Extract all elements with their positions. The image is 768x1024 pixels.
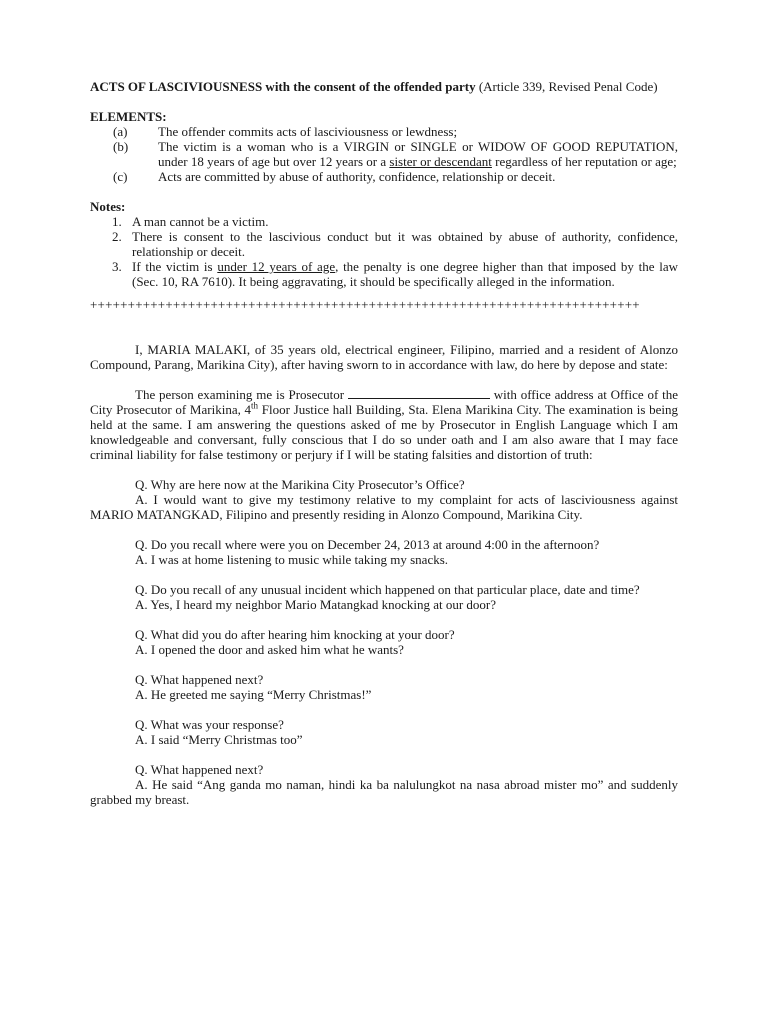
note-text [132, 259, 678, 289]
element-item [90, 124, 678, 139]
note-number: 1. [112, 214, 122, 229]
qa-block [90, 477, 678, 522]
qa-block [90, 672, 678, 702]
element-text-part: The victim is a woman who is a VIRGIN or SINGLE or WIDOW OF GOOD REPUTATION, under 18 years of age but over 12 years or a [158, 139, 678, 169]
element-text: Acts are committed by abuse of authority, confidence, relationship or deceit. [158, 169, 556, 184]
note-text-part: , the penalty is one degree higher than that imposed by the law (Sec. 10, RA 7610). It being aggravating, it should be specifically alleged in the information. [132, 259, 678, 289]
question: Q. Do you recall where were you on December 24, 2013 at around 4:00 in the afternoon? [135, 537, 600, 552]
qa-block [90, 537, 678, 567]
answer: A. I would want to give my testimony relative to my complaint for acts of lasciviousness against MARIO MATANGKAD, Filipino and presently residing in Alonzo Compound, Marikina City. [90, 492, 678, 522]
element-underlined-text: sister or descendant [389, 154, 492, 169]
notes-section [90, 199, 678, 289]
note-text: A man cannot be a victim. [132, 214, 269, 229]
qa-block [90, 762, 678, 807]
note-text-part: If the victim is [132, 259, 218, 274]
answer: A. I said “Merry Christmas too” [135, 732, 303, 747]
question: Q. What happened next? [135, 762, 264, 777]
question: Q. What happened next? [135, 672, 264, 687]
elements-section [90, 109, 678, 184]
note-underlined-text: under 12 years of age [217, 259, 336, 274]
exam-text: Floor Justice hall Building, Sta. Elena Marikina City. The examination is being held at the same. I am answering the questions asked of me by Prosecutor in English Language which I am knowledgeable and conversant, fully conscious that I do so under oath and I am also aware that I may face criminal liability for false testimony or perjury if I will be stating falsities and distortion of truth: [90, 402, 678, 462]
note-item [90, 259, 678, 289]
question: Q. What did you do after hearing him knocking at your door? [135, 627, 455, 642]
note-item [90, 214, 678, 229]
answer: A. Yes, I heard my neighbor Mario Matangkad knocking at our door? [135, 597, 497, 612]
ordinal-suffix: th [251, 400, 259, 411]
question: Q. Why are here now at the Marikina City Prosecutor’s Office? [135, 477, 465, 492]
element-text [158, 139, 678, 169]
element-label: (b) [113, 139, 129, 154]
answer: A. He greeted me saying “Merry Christmas!” [135, 687, 372, 702]
note-number: 2. [112, 229, 122, 244]
qa-block [90, 717, 678, 747]
element-text: The offender commits acts of lasciviousness or lewdness; [158, 124, 458, 139]
prosecutor-name-blank [348, 387, 490, 399]
answer: A. He said “Ang ganda mo naman, hindi ka ba nalulungkot na nasa abroad mister mo” and suddenly grabbed my breast. [90, 777, 678, 807]
answer: A. I opened the door and asked him what he wants? [135, 642, 404, 657]
section-divider: +++++++++++++++++++++++++++++++++++++++++++++++++++++++++++++++++++++++++ [90, 297, 640, 312]
document-title [90, 79, 678, 94]
title-citation: (Article 339, Revised Penal Code) [475, 79, 658, 94]
elements-heading: ELEMENTS: [90, 109, 167, 124]
element-item [90, 169, 678, 184]
element-label: (c) [113, 169, 128, 184]
element-text-part: regardless of her reputation or age; [491, 154, 677, 169]
note-item [90, 229, 678, 259]
answer: A. I was at home listening to music while taking my snacks. [135, 552, 449, 567]
affidavit-examination [90, 387, 678, 462]
exam-text: with office address at Office of the City Prosecutor of Marikina, 4 [90, 387, 678, 417]
element-label: (a) [113, 124, 128, 139]
affidavit-intro: I, MARIA MALAKI, of 35 years old, electrical engineer, Filipino, married and a resident of Alonzo Compound, Parang, Marikina City), after having sworn to in accordance with law, do here by depose and state: [90, 342, 678, 372]
qa-block [90, 582, 678, 612]
note-number: 3. [112, 259, 122, 274]
element-item [90, 139, 678, 169]
title-heading: ACTS OF LASCIVIOUSNESS with the consent of the offended party [90, 79, 476, 94]
qa-block [90, 627, 678, 657]
question: Q. What was your response? [135, 717, 284, 732]
notes-heading: Notes: [90, 199, 126, 214]
question: Q. Do you recall of any unusual incident which happened on that particular place, date and time? [135, 582, 640, 597]
note-text: There is consent to the lascivious conduct but it was obtained by abuse of authority, confidence, relationship or deceit. [132, 229, 678, 259]
exam-text: The person examining me is Prosecutor [135, 387, 348, 402]
